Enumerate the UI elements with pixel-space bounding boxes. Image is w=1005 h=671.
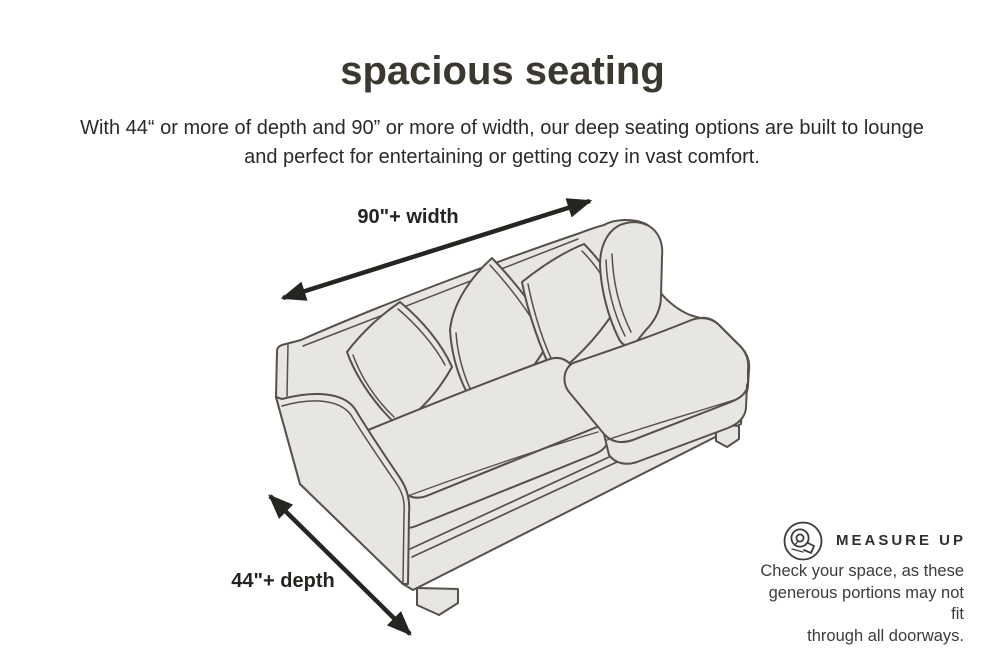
page-title: spacious seating	[340, 49, 665, 93]
sofa-foot-front	[417, 588, 458, 615]
subtitle-line-1: With 44“ or more of depth and 90” or more of width, our deep seating options are built to lounge	[80, 117, 924, 139]
measure-up-heading: MEASURE UP	[836, 532, 967, 549]
sofa-back-post-line	[287, 344, 288, 396]
measure-note-line-2: generous portions may not fit	[768, 583, 964, 623]
measure-up-note	[752, 561, 964, 647]
subtitle-line-2: and perfect for entertaining or getting cozy in vast comfort.	[244, 146, 760, 168]
depth-dimension-label: 44"+ depth	[231, 570, 335, 592]
width-dimension-label: 90"+ width	[357, 206, 459, 228]
measure-note-line-1: Check your space, as these	[760, 562, 964, 580]
tape-measure-icon	[785, 523, 822, 560]
measure-note-line-3: through all doorways.	[807, 626, 964, 645]
